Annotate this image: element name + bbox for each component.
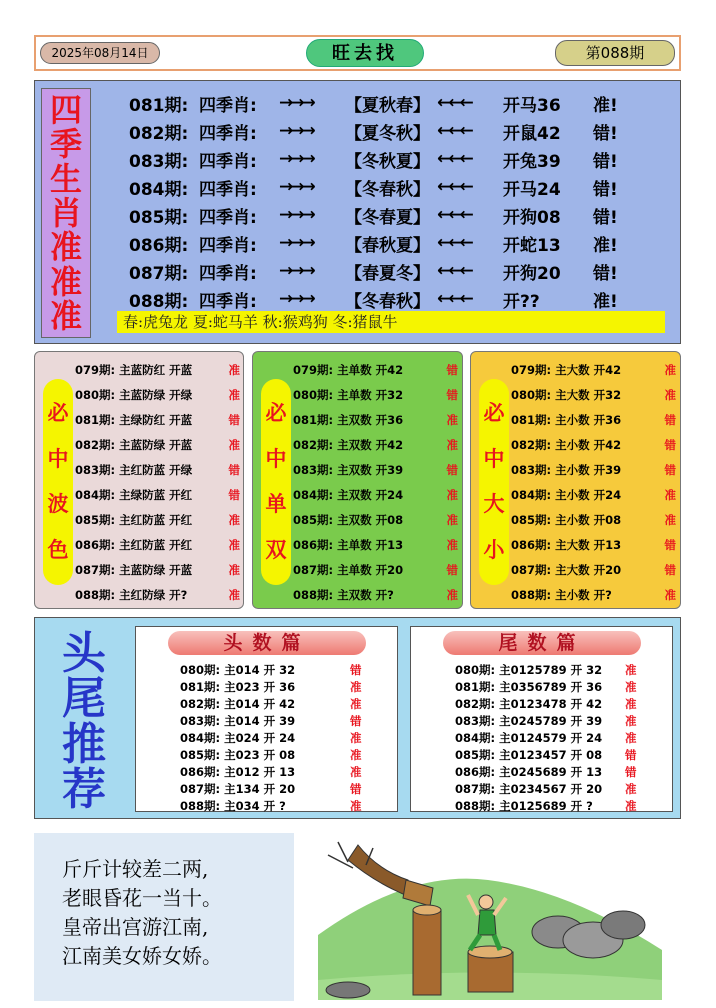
- prediction-text: 084期: 主小数 开24: [511, 487, 622, 502]
- prediction-text: 086期: 主红防蓝 开红: [75, 537, 193, 552]
- vertical-title-char: 必: [483, 401, 505, 426]
- prediction-row: [75, 482, 240, 507]
- vertical-title-char: 推: [62, 718, 106, 770]
- arrow-right: →→→: [279, 177, 313, 197]
- four-season-row: [129, 201, 669, 229]
- four-season-row: [129, 257, 669, 285]
- vertical-title-char: 季: [49, 125, 82, 164]
- result-mark: 准: [228, 437, 240, 452]
- result-mark: 准: [625, 662, 637, 677]
- arrow-left: ←←←: [437, 121, 471, 141]
- prediction-text: 086期: 主0245689 开 13: [455, 764, 603, 779]
- arrow-left: ←←←: [437, 93, 471, 113]
- prediction-text: 085期: 主023 开 08: [180, 747, 296, 762]
- result-mark: 准: [228, 362, 240, 377]
- vertical-title-char: 尾: [62, 673, 106, 725]
- prediction-row: [75, 557, 240, 582]
- prediction-row: [511, 482, 676, 507]
- result-mark: 错!: [593, 151, 618, 172]
- prediction-text: 088期: 主0125689 开 ?: [455, 798, 593, 813]
- result-mark: 准: [664, 362, 676, 377]
- arrow-left: ←←←: [437, 233, 471, 253]
- prediction-text: 083期: 主014 开 39: [180, 713, 296, 728]
- result-mark: 准: [446, 512, 458, 527]
- prediction-row: [75, 407, 240, 432]
- result-mark: 准: [228, 512, 240, 527]
- result-mark: 准: [625, 730, 637, 745]
- season-pick: 【冬春夏】: [345, 207, 430, 228]
- result-mark: 错: [446, 562, 458, 577]
- vertical-title-char: 波: [47, 492, 69, 517]
- result-mark: 错!: [593, 179, 618, 200]
- prediction-row: [293, 357, 458, 382]
- prediction-text: 087期: 主大数 开20: [511, 562, 622, 577]
- number-row: [455, 746, 665, 763]
- result-mark: 错: [446, 362, 458, 377]
- issue-number: 081期:: [129, 95, 189, 116]
- prediction-text: 083期: 主0245789 开 39: [455, 713, 603, 728]
- result-mark: 错: [446, 462, 458, 477]
- result-mark: 错: [446, 387, 458, 402]
- arrow-right: →→→: [279, 121, 313, 141]
- result-mark: 准: [446, 487, 458, 502]
- odd-even-vertical-title: [261, 379, 291, 585]
- prediction-text: 084期: 主0124579 开 24: [455, 730, 603, 745]
- arrow-right: →→→: [279, 233, 313, 253]
- row-label: 四季肖:: [199, 291, 257, 312]
- issue-period: 第088期: [555, 40, 675, 66]
- arrow-right: →→→: [279, 261, 313, 281]
- issue-number: 083期:: [129, 151, 189, 172]
- arrow-right: →→→: [279, 205, 313, 225]
- season-pick: 【春秋夏】: [345, 235, 430, 256]
- result-mark: 准: [228, 562, 240, 577]
- prediction-text: 087期: 主0234567 开 20: [455, 781, 603, 796]
- row-label: 四季肖:: [199, 179, 257, 200]
- prediction-row: [293, 457, 458, 482]
- wave-color-rows: [75, 357, 240, 607]
- result-mark: 错: [664, 562, 676, 577]
- prediction-row: [511, 557, 676, 582]
- vertical-title-char: 大: [483, 492, 505, 517]
- vertical-title-char: 头: [62, 628, 106, 679]
- draw-result: 开狗20: [503, 263, 561, 284]
- arrow-right: →→→: [279, 93, 313, 113]
- number-row: [180, 729, 390, 746]
- poem-line: 老眼昏花一当十。: [62, 886, 222, 910]
- result-mark: 错: [664, 412, 676, 427]
- result-mark: 错: [625, 747, 637, 762]
- prediction-row: [75, 457, 240, 482]
- tail-number-rows: [455, 661, 665, 814]
- header-bar: [34, 35, 681, 71]
- vertical-title-char: 准: [49, 262, 82, 301]
- prediction-row: [293, 582, 458, 607]
- number-row: [180, 678, 390, 695]
- arrow-left: ←←←: [437, 205, 471, 225]
- vertical-title-char: 中: [47, 446, 69, 471]
- result-mark: 错!: [593, 123, 618, 144]
- number-row: [455, 678, 665, 695]
- number-row: [455, 763, 665, 780]
- four-season-section: [34, 80, 681, 344]
- draw-result: 开马36: [503, 95, 561, 116]
- issue-number: 088期:: [129, 291, 189, 312]
- four-season-rows: [129, 89, 669, 313]
- vertical-title-char: 必: [47, 401, 69, 426]
- result-mark: 准!: [593, 95, 618, 116]
- vertical-title-char: 四: [49, 91, 82, 130]
- result-mark: 准: [350, 747, 362, 762]
- row-label: 四季肖:: [199, 263, 257, 284]
- vertical-title-char: 准: [49, 228, 82, 267]
- prediction-row: [293, 482, 458, 507]
- prediction-text: 084期: 主024 开 24: [180, 730, 296, 745]
- four-season-row: [129, 173, 669, 201]
- vertical-title-char: 必: [265, 401, 287, 426]
- result-mark: 准: [625, 679, 637, 694]
- vertical-title-char: 荐: [62, 763, 106, 815]
- number-row: [180, 797, 390, 814]
- result-mark: 准: [664, 387, 676, 402]
- result-mark: 错: [350, 781, 362, 796]
- vertical-title-char: 双: [265, 537, 287, 562]
- prediction-text: 080期: 主大数 开32: [511, 387, 622, 402]
- season-legend: 春:虎兔龙 夏:蛇马羊 秋:猴鸡狗 冬:猪鼠牛: [117, 311, 665, 333]
- number-row: [455, 797, 665, 814]
- season-pick: 【冬春秋】: [345, 291, 430, 312]
- big-small-box: [470, 351, 681, 609]
- result-mark: 错: [228, 487, 240, 502]
- four-season-row: [129, 89, 669, 117]
- tail-number-panel: [410, 626, 673, 812]
- issue-number: 082期:: [129, 123, 189, 144]
- result-mark: 错: [664, 437, 676, 452]
- four-season-row: [129, 229, 669, 257]
- issue-number: 086期:: [129, 235, 189, 256]
- prediction-row: [511, 432, 676, 457]
- prediction-text: 088期: 主小数 开?: [511, 587, 612, 602]
- season-pick: 【冬秋夏】: [345, 151, 430, 172]
- season-pick: 【冬春秋】: [345, 179, 430, 200]
- four-season-row: [129, 145, 669, 173]
- issue-date: 2025年08月14日: [40, 42, 160, 64]
- vertical-title-char: 色: [47, 537, 69, 562]
- prediction-text: 086期: 主大数 开13: [511, 537, 622, 552]
- vertical-title-char: 肖: [49, 193, 82, 232]
- season-pick: 【春夏冬】: [345, 263, 430, 284]
- head-number-rows: [180, 661, 390, 814]
- number-row: [455, 712, 665, 729]
- prediction-text: 088期: 主红防绿 开?: [75, 587, 188, 602]
- prediction-text: 084期: 主绿防蓝 开红: [75, 487, 193, 502]
- season-pick: 【夏冬秋】: [345, 123, 430, 144]
- result-mark: 准: [625, 713, 637, 728]
- issue-number: 084期:: [129, 179, 189, 200]
- number-row: [180, 695, 390, 712]
- prediction-text: 080期: 主蓝防绿 开绿: [75, 387, 193, 402]
- wave-color-vertical-title: [43, 379, 73, 585]
- cartoon-illustration: [318, 840, 662, 1000]
- head-number-title: 头数篇: [168, 631, 366, 655]
- result-mark: 准: [228, 387, 240, 402]
- big-small-rows: [511, 357, 676, 607]
- row-label: 四季肖:: [199, 235, 257, 256]
- result-mark: 错: [664, 462, 676, 477]
- poem-line: 江南美女娇女娇。: [62, 944, 222, 968]
- prediction-text: 082期: 主蓝防绿 开蓝: [75, 437, 193, 452]
- prediction-text: 082期: 主014 开 42: [180, 696, 296, 711]
- arrow-right: →→→: [279, 289, 313, 309]
- season-pick: 【夏秋春】: [345, 95, 430, 116]
- result-mark: 准: [625, 781, 637, 796]
- result-mark: 准: [664, 587, 676, 602]
- prediction-row: [75, 507, 240, 532]
- prediction-row: [511, 582, 676, 607]
- vertical-title-char: 小: [483, 537, 505, 562]
- number-row: [455, 661, 665, 678]
- result-mark: 准: [350, 798, 362, 813]
- result-mark: 准: [228, 537, 240, 552]
- head-tail-vertical-title: [49, 628, 119, 815]
- result-mark: 准: [446, 537, 458, 552]
- poem-box: [34, 833, 294, 1001]
- prediction-text: 083期: 主红防蓝 开绿: [75, 462, 193, 477]
- prediction-text: 087期: 主单数 开20: [293, 562, 404, 577]
- four-season-vertical-title: [41, 88, 91, 338]
- prediction-row: [511, 532, 676, 557]
- number-row: [455, 729, 665, 746]
- number-row: [180, 661, 390, 678]
- result-mark: 准!: [593, 291, 618, 312]
- arrow-left: ←←←: [437, 177, 471, 197]
- vertical-title-char: 单: [265, 492, 287, 517]
- number-row: [455, 780, 665, 797]
- result-mark: 准: [350, 696, 362, 711]
- prediction-text: 079期: 主蓝防红 开蓝: [75, 362, 193, 377]
- prediction-row: [75, 532, 240, 557]
- draw-result: 开鼠42: [503, 123, 561, 144]
- row-label: 四季肖:: [199, 95, 257, 116]
- prediction-text: 079期: 主大数 开42: [511, 362, 622, 377]
- big-small-vertical-title: [479, 379, 509, 585]
- prediction-row: [293, 507, 458, 532]
- number-row: [455, 695, 665, 712]
- prediction-row: [75, 357, 240, 382]
- result-mark: 错: [350, 713, 362, 728]
- prediction-row: [293, 382, 458, 407]
- result-mark: 准: [446, 437, 458, 452]
- prediction-row: [511, 507, 676, 532]
- result-mark: 准: [664, 487, 676, 502]
- result-mark: 准: [625, 798, 637, 813]
- prediction-text: 081期: 主0356789 开 36: [455, 679, 603, 694]
- page-title: 旺去找: [306, 39, 424, 67]
- draw-result: 开马24: [503, 179, 561, 200]
- arrow-left: ←←←: [437, 149, 471, 169]
- odd-even-rows: [293, 357, 458, 607]
- head-number-panel: [135, 626, 398, 812]
- result-mark: 准: [350, 764, 362, 779]
- prediction-text: 086期: 主012 开 13: [180, 764, 296, 779]
- prediction-text: 088期: 主双数 开?: [293, 587, 394, 602]
- draw-result: 开兔39: [503, 151, 561, 172]
- prediction-row: [75, 582, 240, 607]
- prediction-row: [75, 382, 240, 407]
- number-row: [180, 763, 390, 780]
- prediction-text: 081期: 主双数 开36: [293, 412, 404, 427]
- draw-result: 开蛇13: [503, 235, 561, 256]
- prediction-text: 083期: 主小数 开39: [511, 462, 622, 477]
- row-label: 四季肖:: [199, 207, 257, 228]
- arrow-right: →→→: [279, 149, 313, 169]
- result-mark: 准: [446, 412, 458, 427]
- prediction-text: 079期: 主单数 开42: [293, 362, 404, 377]
- result-mark: 错: [350, 662, 362, 677]
- result-mark: 准: [350, 730, 362, 745]
- prediction-text: 080期: 主0125789 开 32: [455, 662, 603, 677]
- vertical-title-char: 中: [483, 446, 505, 471]
- result-mark: 准: [625, 696, 637, 711]
- result-mark: 准: [350, 679, 362, 694]
- prediction-row: [511, 407, 676, 432]
- poem-line: 皇帝出宫游江南,: [62, 915, 209, 939]
- result-mark: 准: [228, 587, 240, 602]
- prediction-text: 085期: 主红防蓝 开红: [75, 512, 193, 527]
- head-tail-section: [34, 617, 681, 819]
- four-season-row: [129, 117, 669, 145]
- prediction-row: [293, 532, 458, 557]
- draw-result: 开??: [503, 291, 540, 312]
- number-row: [180, 746, 390, 763]
- result-mark: 错!: [593, 263, 618, 284]
- result-mark: 错: [228, 412, 240, 427]
- prediction-row: [511, 357, 676, 382]
- result-mark: 准: [446, 587, 458, 602]
- prediction-text: 086期: 主单数 开13: [293, 537, 404, 552]
- prediction-text: 084期: 主双数 开24: [293, 487, 404, 502]
- prediction-text: 082期: 主0123478 开 42: [455, 696, 603, 711]
- prediction-text: 085期: 主小数 开08: [511, 512, 622, 527]
- result-mark: 错: [625, 764, 637, 779]
- prediction-text: 088期: 主034 开 ?: [180, 798, 286, 813]
- arrow-left: ←←←: [437, 289, 471, 309]
- result-mark: 错!: [593, 207, 618, 228]
- prediction-text: 083期: 主双数 开39: [293, 462, 404, 477]
- result-mark: 错: [228, 462, 240, 477]
- prediction-row: [293, 557, 458, 582]
- prediction-row: [511, 382, 676, 407]
- vertical-title-char: 生: [49, 159, 82, 198]
- prediction-text: 085期: 主双数 开08: [293, 512, 404, 527]
- prediction-row: [293, 432, 458, 457]
- result-mark: 准!: [593, 235, 618, 256]
- number-row: [180, 712, 390, 729]
- number-row: [180, 780, 390, 797]
- row-label: 四季肖:: [199, 123, 257, 144]
- draw-result: 开狗08: [503, 207, 561, 228]
- prediction-row: [293, 407, 458, 432]
- prediction-text: 087期: 主蓝防绿 开蓝: [75, 562, 193, 577]
- issue-number: 087期:: [129, 263, 189, 284]
- result-mark: 错: [664, 537, 676, 552]
- odd-even-box: [252, 351, 463, 609]
- prediction-text: 081期: 主023 开 36: [180, 679, 296, 694]
- prediction-text: 081期: 主绿防红 开蓝: [75, 412, 193, 427]
- prediction-text: 087期: 主134 开 20: [180, 781, 296, 796]
- vertical-title-char: 中: [265, 446, 287, 471]
- prediction-row: [511, 457, 676, 482]
- tail-number-title: 尾数篇: [443, 631, 641, 655]
- row-label: 四季肖:: [199, 151, 257, 172]
- prediction-row: [75, 432, 240, 457]
- prediction-text: 082期: 主双数 开42: [293, 437, 404, 452]
- result-mark: 准: [664, 512, 676, 527]
- arrow-left: ←←←: [437, 261, 471, 281]
- four-season-row: [129, 285, 669, 313]
- prediction-text: 080期: 主单数 开32: [293, 387, 404, 402]
- prediction-text: 082期: 主小数 开42: [511, 437, 622, 452]
- vertical-title-char: 准: [49, 296, 82, 335]
- prediction-text: 085期: 主0123457 开 08: [455, 747, 603, 762]
- prediction-text: 080期: 主014 开 32: [180, 662, 296, 677]
- issue-number: 085期:: [129, 207, 189, 228]
- poem-line: 斤斤计较差二两,: [62, 857, 209, 881]
- prediction-text: 081期: 主小数 开36: [511, 412, 622, 427]
- wave-color-box: [34, 351, 244, 609]
